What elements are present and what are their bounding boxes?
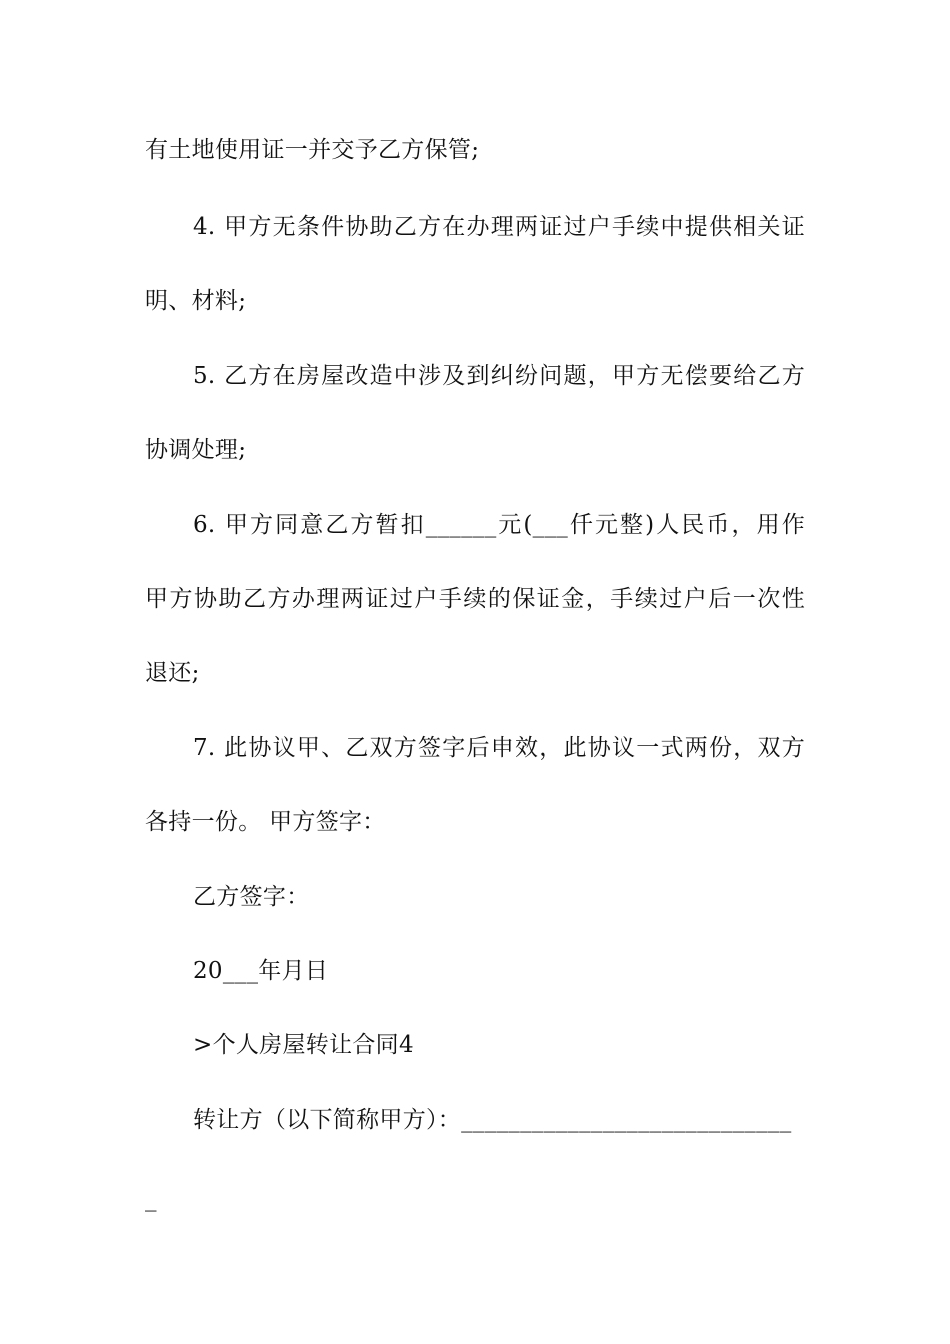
continuation-underline: _ bbox=[145, 1186, 157, 1212]
clause-5-line-2: 协调处理; bbox=[145, 437, 247, 463]
party-b-signature: 乙方签字： bbox=[193, 884, 310, 910]
section-heading: >个人房屋转让合同4 bbox=[193, 1032, 414, 1058]
clause-5-line-1: 5. 乙方在房屋改造中涉及到纠纷问题，甲方无偿要给乙方 bbox=[193, 363, 805, 389]
clause-6-line-2: 甲方协助乙方办理两证过户手续的保证金，手续过户后一次性 bbox=[145, 586, 805, 612]
clause-4-line-2: 明、材料; bbox=[145, 288, 247, 314]
clause-6-line-3: 退还; bbox=[145, 660, 200, 686]
paragraph-line: 有土地使用证一并交予乙方保管; bbox=[145, 137, 480, 163]
date-line: 20___年月日 bbox=[193, 958, 329, 984]
clause-4-line-1: 4. 甲方无条件协助乙方在办理两证过户手续中提供相关证 bbox=[193, 214, 805, 240]
clause-6-line-1: 6. 甲方同意乙方暂扣______元(___仟元整)人民币，用作 bbox=[193, 512, 805, 538]
clause-7-line-1: 7. 此协议甲、乙双方签字后申效，此协议一式两份，双方 bbox=[193, 735, 805, 761]
clause-7-line-2: 各持一份。 甲方签字： bbox=[145, 809, 386, 835]
transferor-line: 转让方（以下简称甲方）：____________________________ bbox=[193, 1107, 792, 1133]
